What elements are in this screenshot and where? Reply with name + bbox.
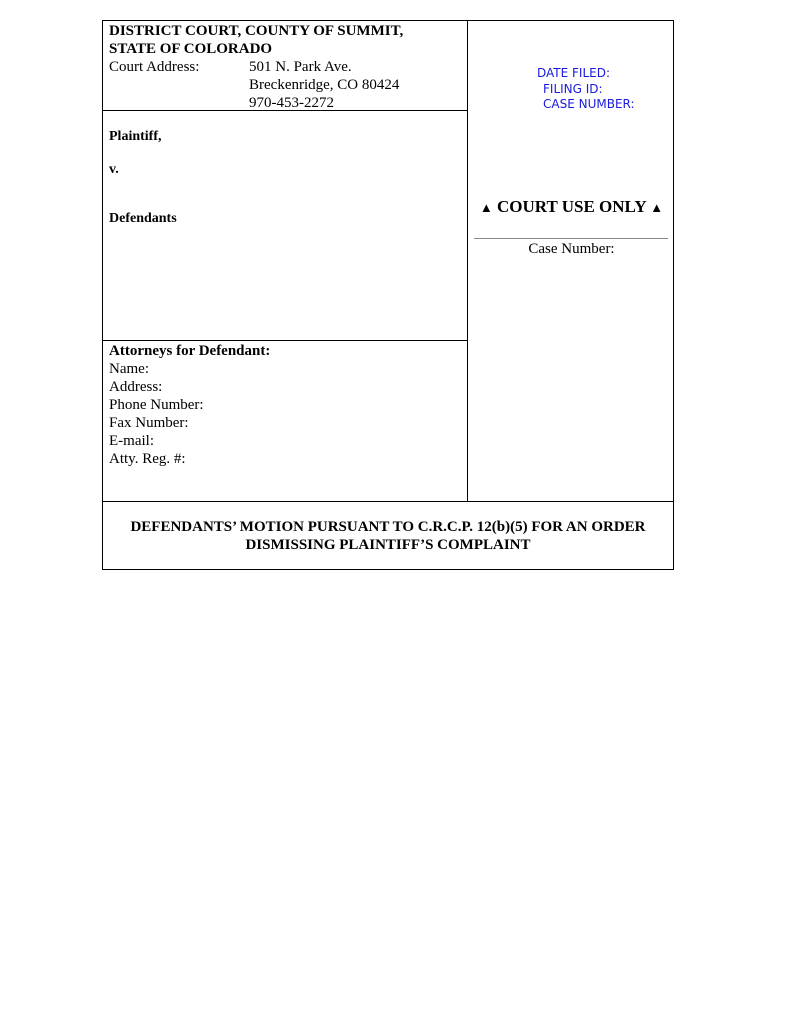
- document-title: [103, 518, 673, 554]
- court-city: Breckenridge, CO 80424: [249, 77, 400, 93]
- document-title-line1: DEFENDANTS’ MOTION PURSUANT TO C.R.C.P. 12(b)(5) FOR AN ORDER: [130, 519, 646, 535]
- attorney-block: [109, 342, 270, 468]
- filing-id-label: FILING ID:: [543, 81, 603, 96]
- court-use-only-text: COURT USE ONLY: [497, 197, 646, 216]
- parties-block-divider: [103, 340, 467, 341]
- plaintiff-label: Plaintiff,: [109, 129, 162, 144]
- court-street: 501 N. Park Ave.: [249, 59, 352, 75]
- triangle-up-icon: ▲: [479, 200, 493, 215]
- attorney-name: Name:: [109, 361, 149, 377]
- attorney-address: Address:: [109, 379, 163, 395]
- court-use-only-label: [468, 197, 675, 217]
- case-number-rule: [474, 238, 668, 239]
- court-name-line2: STATE OF COLORADO: [109, 41, 273, 57]
- court-phone: 970-453-2272: [249, 95, 334, 111]
- case-number-stamp-label: CASE NUMBER:: [543, 97, 635, 111]
- document-title-line2: DISMISSING PLAINTIFF’S COMPLAINT: [245, 537, 531, 553]
- court-address-label: Court Address:: [109, 59, 200, 75]
- court-block: [109, 22, 459, 112]
- defendants-label: Defendants: [109, 211, 177, 226]
- court-address: [109, 58, 459, 112]
- court-address-lines: [249, 58, 399, 112]
- date-filed-label: DATE FILED:: [537, 66, 611, 80]
- attorney-reg: Atty. Reg. #:: [109, 451, 186, 467]
- column-divider: [467, 21, 468, 502]
- attorney-email: E-mail:: [109, 433, 154, 449]
- case-number-label: Case Number:: [528, 241, 615, 257]
- versus-label: v.: [109, 162, 119, 177]
- triangle-up-icon: ▲: [650, 200, 664, 215]
- caption-table: [102, 20, 674, 570]
- e-filing-stamp: [537, 66, 635, 113]
- title-block-divider: [103, 501, 673, 502]
- attorney-heading: Attorneys for Defendant:: [109, 343, 271, 359]
- court-name-line1: DISTRICT COURT, COUNTY OF SUMMIT,: [109, 23, 404, 39]
- attorney-fax: Fax Number:: [109, 415, 189, 431]
- attorney-phone: Phone Number:: [109, 397, 204, 413]
